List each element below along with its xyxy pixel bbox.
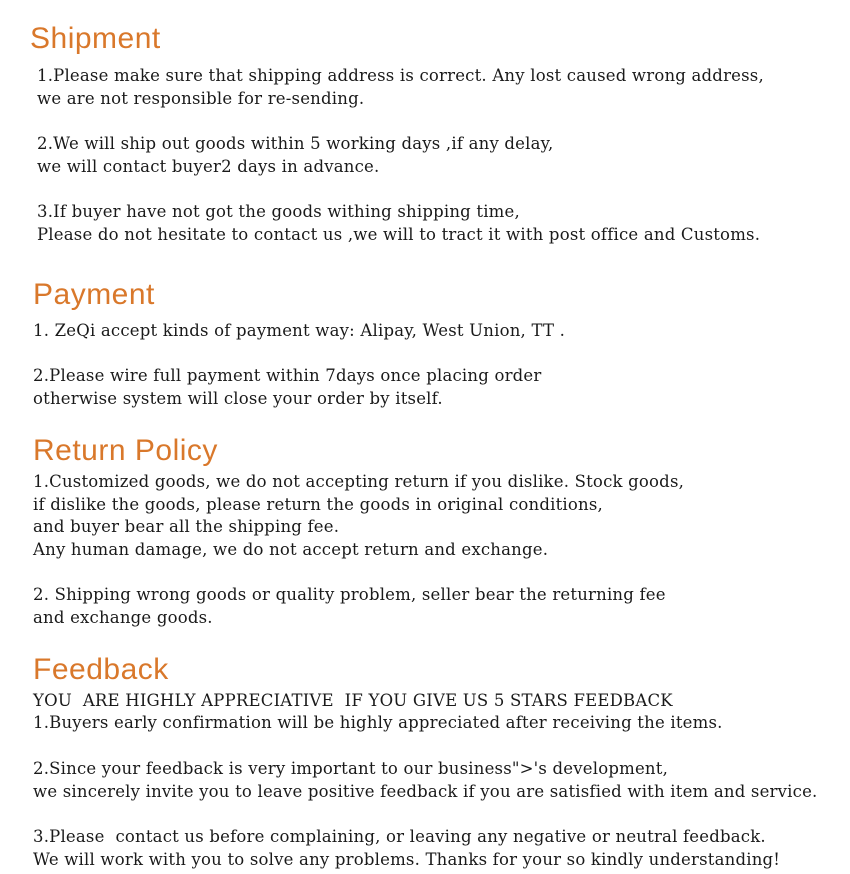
return-policy-line-5: 2. Shipping wrong goods or quality problem, seller bear the returning fee: [33, 585, 666, 604]
payment-heading: Payment: [33, 278, 155, 311]
feedback-line-4: we sincerely invite you to leave positive feedback if you are satisfied with item and service.: [33, 782, 818, 801]
shipment-line-3: 2.We will ship out goods within 5 working days ,if any delay,: [37, 134, 554, 153]
shipment-line-5: 3.If buyer have not got the goods withing shipping time,: [37, 202, 520, 221]
payment-line-2: 2.Please wire full payment within 7days once placing order: [33, 366, 542, 385]
shipment-line-6: Please do not hesitate to contact us ,we will to tract it with post office and Customs.: [37, 225, 761, 244]
feedback-line-6: We will work with you to solve any problems. Thanks for your so kindly understanding!: [33, 850, 781, 869]
shipment-line-2: we are not responsible for re-sending.: [37, 89, 365, 108]
feedback-line-5: 3.Please contact us before complaining, or leaving any negative or neutral feedback.: [33, 827, 766, 846]
return-policy-line-6: and exchange goods.: [33, 608, 213, 627]
return-policy-line-3: and buyer bear all the shipping fee.: [33, 517, 340, 536]
return-policy-line-2: if dislike the goods, please return the goods in original conditions,: [33, 495, 603, 514]
payment-line-1: 1. ZeQi accept kinds of payment way: Alipay, West Union, TT .: [33, 321, 566, 340]
feedback-line-2: 1.Buyers early confirmation will be highly appreciated after receiving the items.: [33, 713, 723, 732]
return-policy-heading: Return Policy: [33, 434, 218, 467]
return-policy-line-4: Any human damage, we do not accept return and exchange.: [33, 540, 549, 559]
shipment-line-4: we will contact buyer2 days in advance.: [37, 157, 380, 176]
shipment-heading: Shipment: [30, 22, 161, 55]
return-policy-line-1: 1.Customized goods, we do not accepting return if you dislike. Stock goods,: [33, 472, 685, 491]
feedback-heading: Feedback: [33, 653, 169, 686]
feedback-line-3: 2.Since your feedback is very important to our business">'s development,: [33, 759, 669, 778]
shipment-line-1: 1.Please make sure that shipping address is correct. Any lost caused wrong address,: [37, 66, 764, 85]
payment-line-3: otherwise system will close your order by itself.: [33, 389, 443, 408]
feedback-line-1: YOU ARE HIGHLY APPRECIATIVE IF YOU GIVE US 5 STARS FEEDBACK: [33, 691, 673, 710]
